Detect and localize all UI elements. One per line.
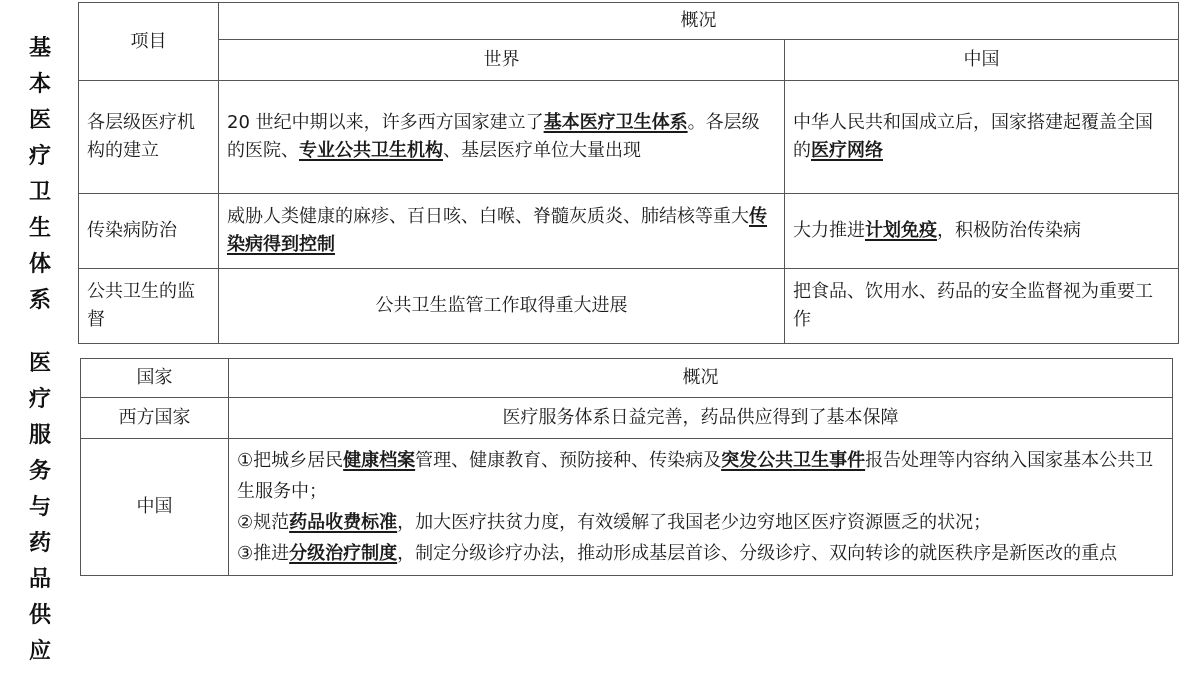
row-world: 威胁人类健康的麻疹、百日咳、白喉、脊髓灰质炎、肺结核等重大传染病得到控制 (219, 194, 785, 269)
key-term: 专业公共卫生机构 (299, 140, 443, 161)
side-label-char: 务 (28, 458, 51, 484)
row-item: 传染病防治 (79, 194, 219, 269)
key-term: 分级治疗制度 (289, 543, 398, 564)
key-term: 健康档案 (343, 450, 416, 471)
side-label-char: 疗 (28, 386, 51, 412)
header-item: 项目 (79, 3, 219, 81)
side-label-char: 疗 (28, 143, 51, 169)
side-label-char: 医 (28, 350, 51, 376)
row-item: 各层级医疗机构的建立 (79, 81, 219, 194)
side-label-char: 医 (28, 107, 51, 133)
medical-services-table (80, 358, 1173, 576)
key-term: 计划免疫 (865, 220, 937, 241)
row-china: 把食品、饮用水、药品的安全监督视为重要工作 (785, 269, 1179, 344)
side-label-char: 本 (28, 71, 51, 97)
key-term: 突发公共卫生事件 (721, 450, 866, 471)
row-china: 大力推进计划免疫，积极防治传染病 (785, 194, 1179, 269)
side-label-char: 与 (28, 494, 51, 520)
side-label-char: 应 (28, 638, 51, 664)
table-row (79, 194, 1179, 269)
header-world: 世界 (219, 40, 785, 81)
row-china: 中华人民共和国成立后，国家搭建起覆盖全国的医疗网络 (785, 81, 1179, 194)
key-term: 医疗网络 (811, 140, 883, 161)
side-label-char: 品 (28, 566, 51, 592)
side-label-basic-health-system (22, 30, 58, 318)
row-world: 公共卫生监管工作取得重大进展 (219, 269, 785, 344)
side-label-medical-services (22, 345, 58, 669)
side-label-char: 生 (28, 215, 51, 241)
row-country-china: 中国 (81, 439, 229, 576)
header-overview: 概况 (229, 359, 1173, 398)
row-item: 公共卫生的监督 (79, 269, 219, 344)
table-row (81, 439, 1173, 576)
key-term: 基本医疗卫生体系 (543, 112, 688, 133)
row-china-items (229, 439, 1173, 576)
table-row (81, 398, 1173, 439)
china-item-1: ①把城乡居民健康档案管理、健康教育、预防接种、传染病及突发公共卫生事件报告处理等内容纳入国家基本公共卫生服务中； (237, 450, 1154, 502)
side-label-char: 服 (28, 422, 51, 448)
row-world: 20 世纪中期以来，许多西方国家建立了基本医疗卫生体系。各层级的医院、专业公共卫生机构、基层医疗单位大量出现 (219, 81, 785, 194)
row-country-western: 西方国家 (81, 398, 229, 439)
side-label-char: 基 (28, 35, 51, 61)
side-label-char: 药 (28, 530, 51, 556)
header-country: 国家 (81, 359, 229, 398)
table-row (79, 269, 1179, 344)
header-overview: 概况 (219, 3, 1179, 40)
side-label-char: 系 (28, 287, 51, 313)
table-row (79, 81, 1179, 194)
row-western-text: 医疗服务体系日益完善，药品供应得到了基本保障 (229, 398, 1173, 439)
health-system-table (78, 2, 1179, 344)
side-label-char: 体 (28, 251, 51, 277)
key-term: 传染病得到控制 (227, 206, 767, 255)
side-label-char: 供 (28, 602, 51, 628)
key-term: 药品收费标准 (289, 512, 398, 533)
china-item-2: ②规范药品收费标准，加大医疗扶贫力度，有效缓解了我国老少边穷地区医疗资源匮乏的状况； (237, 512, 992, 533)
header-china: 中国 (785, 40, 1179, 81)
side-label-char: 卫 (28, 179, 51, 205)
china-item-3: ③推进分级治疗制度，制定分级诊疗办法，推动形成基层首诊、分级诊疗、双向转诊的就医秩序是新医改的重点 (237, 543, 1118, 564)
